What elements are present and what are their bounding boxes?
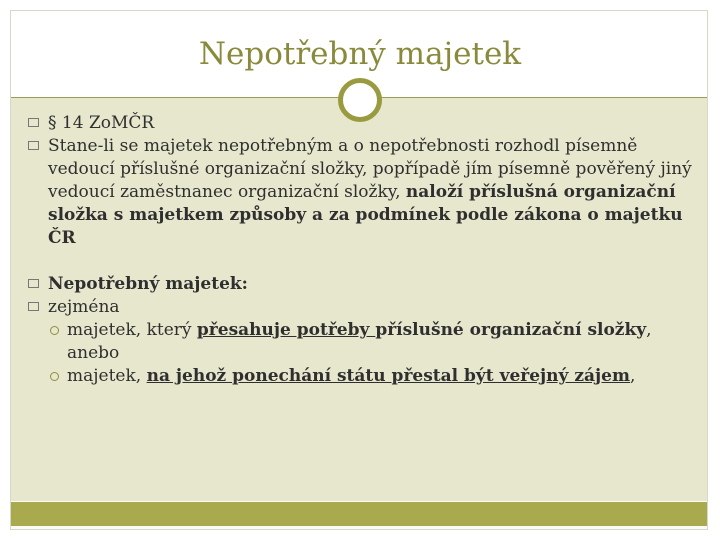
list-item-text: zejména xyxy=(48,297,120,317)
sub-list-item xyxy=(50,319,694,365)
sub-item-bold: příslušné organizační složky xyxy=(375,320,647,340)
sub-item-plain: majetek, který xyxy=(67,320,197,340)
sub-item-text xyxy=(67,319,694,365)
sub-item-plain: , anebo xyxy=(67,320,652,363)
empty-square-icon xyxy=(28,279,39,288)
item-plain-text: Stane-li se majetek nepotřebným a o nepotřebnosti rozhodl písemně vedoucí příslušné organizační složky, popřípadě jím písemně pověřený jiný vedoucí zaměstnanec organizační složky, xyxy=(48,136,692,202)
empty-square-icon xyxy=(28,302,39,311)
list-item xyxy=(28,112,694,135)
sub-item-plain: , xyxy=(629,366,636,386)
list-item xyxy=(28,296,694,319)
list-item-text xyxy=(48,135,694,250)
empty-square-icon xyxy=(28,141,39,150)
bottom-bar xyxy=(11,502,707,526)
slide-title: Nepotřebný majetek xyxy=(198,36,522,72)
list-item xyxy=(28,273,694,296)
sub-item-underlined: přesahuje potřeby xyxy=(196,320,376,340)
list-item xyxy=(28,135,694,250)
sub-item-underlined: na jehož ponechání státu přestal být veřejný zájem xyxy=(146,366,630,386)
circle-bullet-icon xyxy=(50,372,59,381)
slide-content xyxy=(28,112,694,388)
circle-bullet-icon xyxy=(50,326,59,335)
sub-list-item xyxy=(50,365,694,388)
list-item-text: § 14 ZoMČR xyxy=(48,113,155,133)
list-item-text: Nepotřebný majetek: xyxy=(48,274,248,294)
item-bold-text: naloží příslušná organizační složka s majetkem způsoby a za podmínek podle zákona o majetku ČR xyxy=(48,182,683,248)
empty-square-icon xyxy=(28,118,39,127)
sub-item-text xyxy=(67,365,694,388)
sub-item-plain: majetek, xyxy=(67,366,147,386)
